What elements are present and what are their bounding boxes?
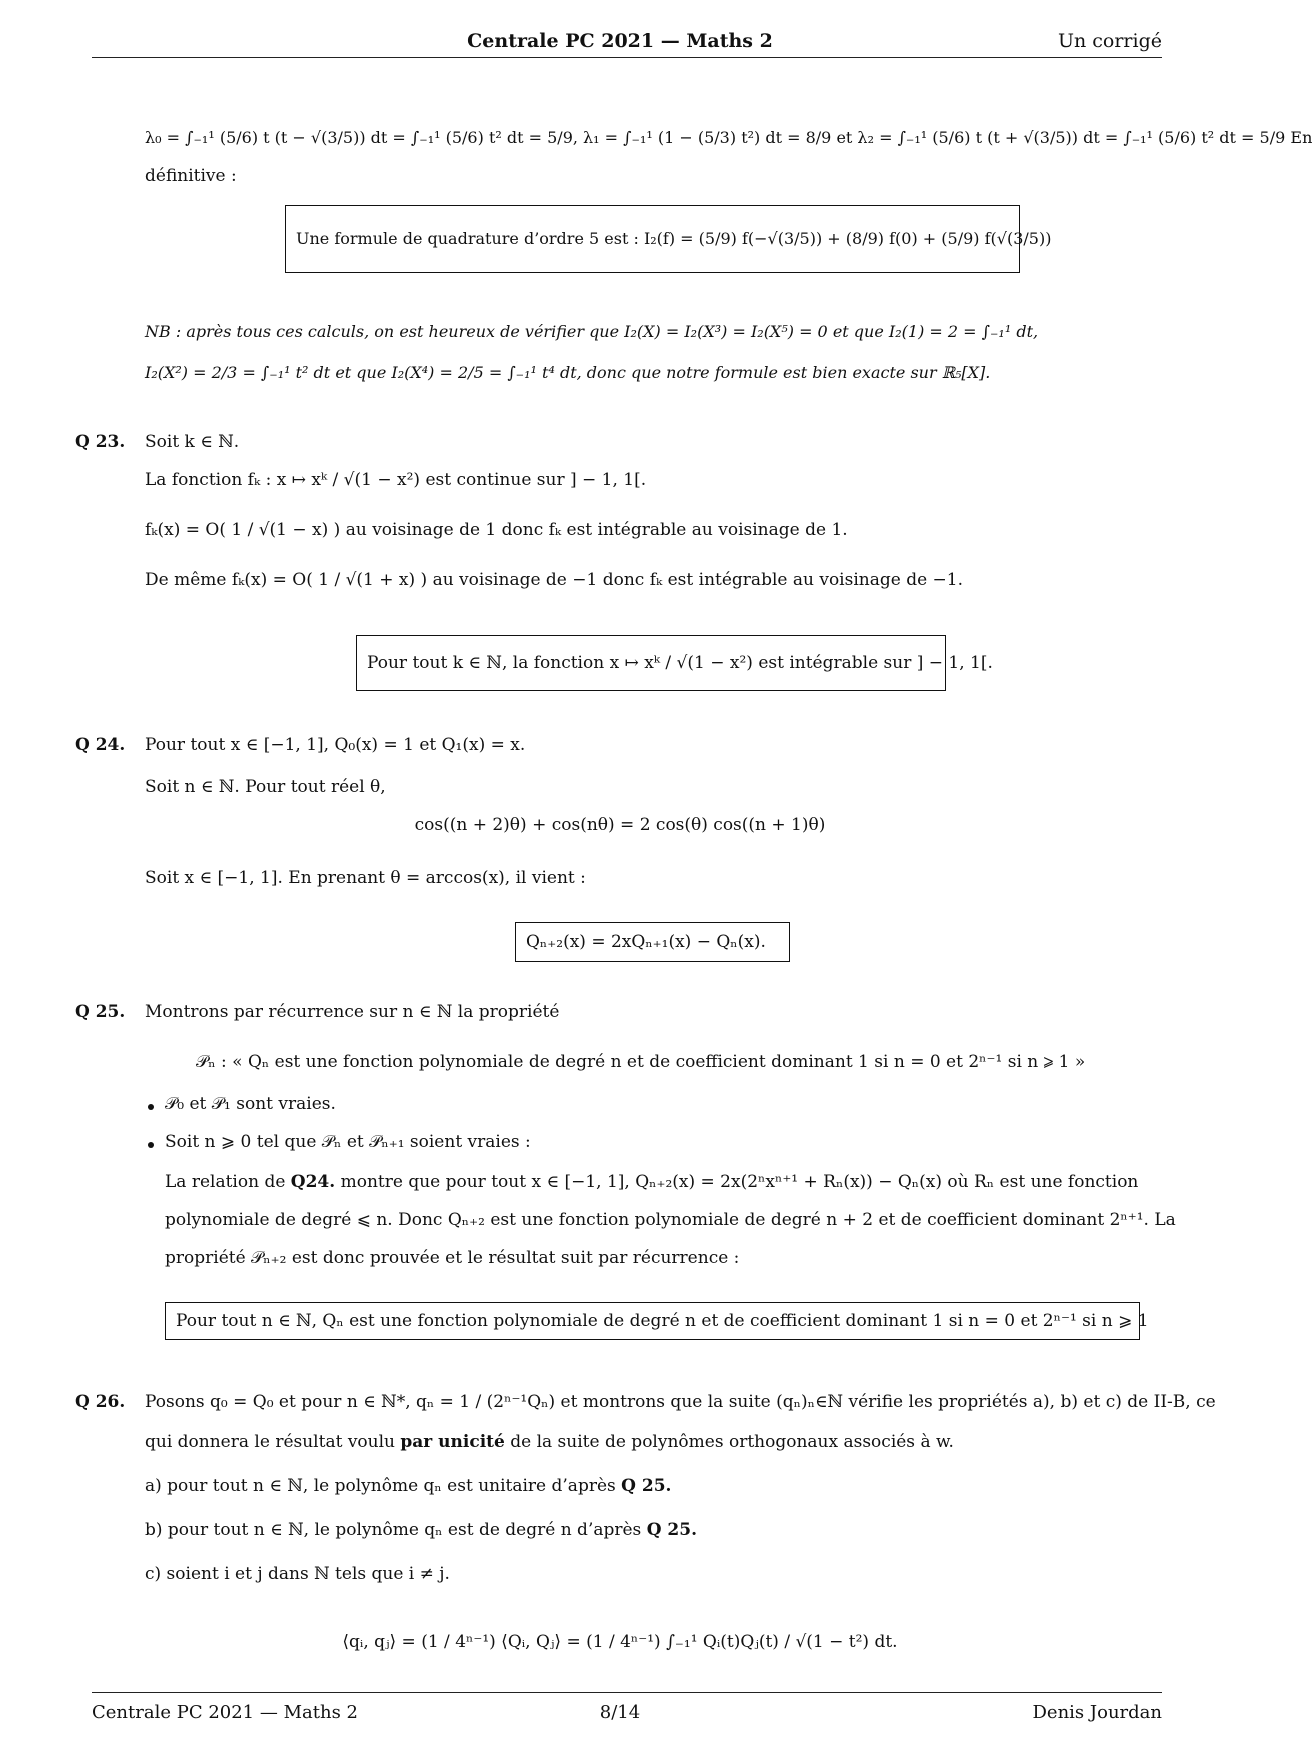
q26-b-ref: Q 25. xyxy=(646,1520,697,1540)
q25-paragraph-3: propriété 𝒫ₙ₊₂ est donc prouvée et le résultat suit par récurrence : xyxy=(165,1248,740,1268)
q24-label: Q 24. xyxy=(75,735,126,755)
q23-line-2: La fonction fₖ : x ↦ xᵏ / √(1 − x²) est continue sur ] − 1, 1[. xyxy=(145,470,647,490)
q23-label: Q 23. xyxy=(75,432,126,452)
q26-item-c: c) soient i et j dans ℕ tels que i ≠ j. xyxy=(145,1564,450,1584)
q25-line-1: Montrons par récurrence sur n ∈ ℕ la propriété xyxy=(145,1002,560,1022)
header-title: Centrale PC 2021 — Maths 2 xyxy=(467,30,773,52)
header-right: Un corrigé xyxy=(1057,30,1162,52)
q26-item-a xyxy=(145,1476,671,1496)
q25-property: 𝒫ₙ : « Qₙ est une fonction polynomiale de degré n et de coefficient dominant 1 si n = 0 et 2ⁿ⁻¹ si n ⩾ 1 » xyxy=(196,1052,1086,1072)
q24-line-1: Pour tout x ∈ [−1, 1], Q₀(x) = 1 et Q₁(x) = x. xyxy=(145,735,526,755)
q26-label: Q 26. xyxy=(75,1392,126,1412)
q24-line-2: Soit n ∈ ℕ. Pour tout réel θ, xyxy=(145,777,386,797)
q26-line-2 xyxy=(145,1432,954,1452)
bullet-1 xyxy=(148,1104,154,1110)
q26-b-text: b) pour tout n ∈ ℕ, le polynôme qₙ est de degré n d’après xyxy=(145,1520,647,1540)
lambda-line: λ₀ = ∫₋₁¹ (5/6) t (t − √(3/5)) dt = ∫₋₁¹ (5/6) t² dt = 5/9, λ₁ = ∫₋₁¹ (1 − (5/3) t²) dt = 8/9 et λ₂ = ∫₋₁¹ (5/6) t (t + √(3/5)) dt = ∫₋₁¹ (5/6) t² dt = 5/9 En xyxy=(145,128,1312,147)
q25-p1-pre: La relation de xyxy=(165,1172,291,1192)
q25-bullet-2: Soit n ⩾ 0 tel que 𝒫ₙ et 𝒫ₙ₊₁ soient vraies : xyxy=(165,1132,531,1152)
q26-l2-pre: qui donnera le résultat voulu xyxy=(145,1432,401,1452)
q24-equation: cos((n + 2)θ) + cos(nθ) = 2 cos(θ) cos((n + 1)θ) xyxy=(414,815,826,835)
bullet-2 xyxy=(148,1142,154,1148)
q25-p1-ref: Q24. xyxy=(290,1172,336,1192)
footer-left: Centrale PC 2021 — Maths 2 xyxy=(92,1702,358,1723)
q26-a-ref: Q 25. xyxy=(621,1476,672,1496)
q25-box: Pour tout n ∈ ℕ, Qₙ est une fonction polynomiale de degré n et de coefficient dominant 1 si n = 0 et 2ⁿ⁻¹ si n ⩾ 1 xyxy=(165,1302,1140,1340)
definitive-text: définitive : xyxy=(145,166,237,186)
footer-rule xyxy=(92,1692,1162,1693)
q25-paragraph-1 xyxy=(165,1172,1162,1192)
q23-line-3: fₖ(x) = O( 1 / √(1 − x) ) au voisinage de 1 donc fₖ est intégrable au voisinage de 1. xyxy=(145,520,848,540)
quadrature-box: Une formule de quadrature d’ordre 5 est : I₂(f) = (5/9) f(−√(3/5)) + (8/9) f(0) + (5/9) f(√(3/5)) xyxy=(285,205,1020,273)
q26-item-b xyxy=(145,1520,697,1540)
q23-line-1: Soit k ∈ ℕ. xyxy=(145,432,240,452)
q25-bullet-1: 𝒫₀ et 𝒫₁ sont vraies. xyxy=(165,1094,336,1114)
q26-equation: ⟨qᵢ, qⱼ⟩ = (1 / 4ⁿ⁻¹) ⟨Qᵢ, Qⱼ⟩ = (1 / 4ⁿ⁻¹) ∫₋₁¹ Qᵢ(t)Qⱼ(t) / √(1 − t²) dt. xyxy=(342,1632,898,1652)
q26-line-1: Posons q₀ = Q₀ et pour n ∈ ℕ*, qₙ = 1 / (2ⁿ⁻¹Qₙ) et montrons que la suite (qₙ)ₙ∈ℕ vérifie les propriétés a), b) et c) de II-B, ce xyxy=(145,1392,1216,1412)
q24-line-3: Soit x ∈ [−1, 1]. En prenant θ = arccos(x), il vient : xyxy=(145,868,586,888)
q25-p1-post: montre que pour tout x ∈ [−1, 1], Qₙ₊₂(x) = 2x(2ⁿxⁿ⁺¹ + Rₙ(x)) − Qₙ(x) où Rₙ est une fonction xyxy=(335,1172,1139,1192)
q25-label: Q 25. xyxy=(75,1002,126,1022)
q23-line-4: De même fₖ(x) = O( 1 / √(1 + x) ) au voisinage de −1 donc fₖ est intégrable au voisinage de −1. xyxy=(145,570,964,590)
page-number: 8/14 xyxy=(599,1702,641,1723)
nb-line-1: NB : après tous ces calculs, on est heureux de vérifier que I₂(X) = I₂(X³) = I₂(X⁵) = 0 et que I₂(1) = 2 = ∫₋₁¹ dt, xyxy=(145,322,1039,341)
q26-a-text: a) pour tout n ∈ ℕ, le polynôme qₙ est unitaire d’après xyxy=(145,1476,622,1496)
q25-paragraph-2: polynomiale de degré ⩽ n. Donc Qₙ₊₂ est une fonction polynomiale de degré n + 2 et de coefficient dominant 2ⁿ⁺¹. La xyxy=(165,1210,1176,1230)
q23-box: Pour tout k ∈ ℕ, la fonction x ↦ xᵏ / √(1 − x²) est intégrable sur ] − 1, 1[. xyxy=(356,635,946,691)
nb-line-2: I₂(X²) = 2/3 = ∫₋₁¹ t² dt et que I₂(X⁴) = 2/5 = ∫₋₁¹ t⁴ dt, donc que notre formule est bien exacte sur ℝ₅[X]. xyxy=(145,363,991,382)
header-rule xyxy=(92,57,1162,58)
q24-box: Qₙ₊₂(x) = 2xQₙ₊₁(x) − Qₙ(x). xyxy=(515,922,790,962)
q26-l2-bold: par unicité xyxy=(400,1432,505,1452)
footer-author: Denis Jourdan xyxy=(1032,1702,1162,1723)
q26-l2-post: de la suite de polynômes orthogonaux associés à w. xyxy=(504,1432,954,1452)
